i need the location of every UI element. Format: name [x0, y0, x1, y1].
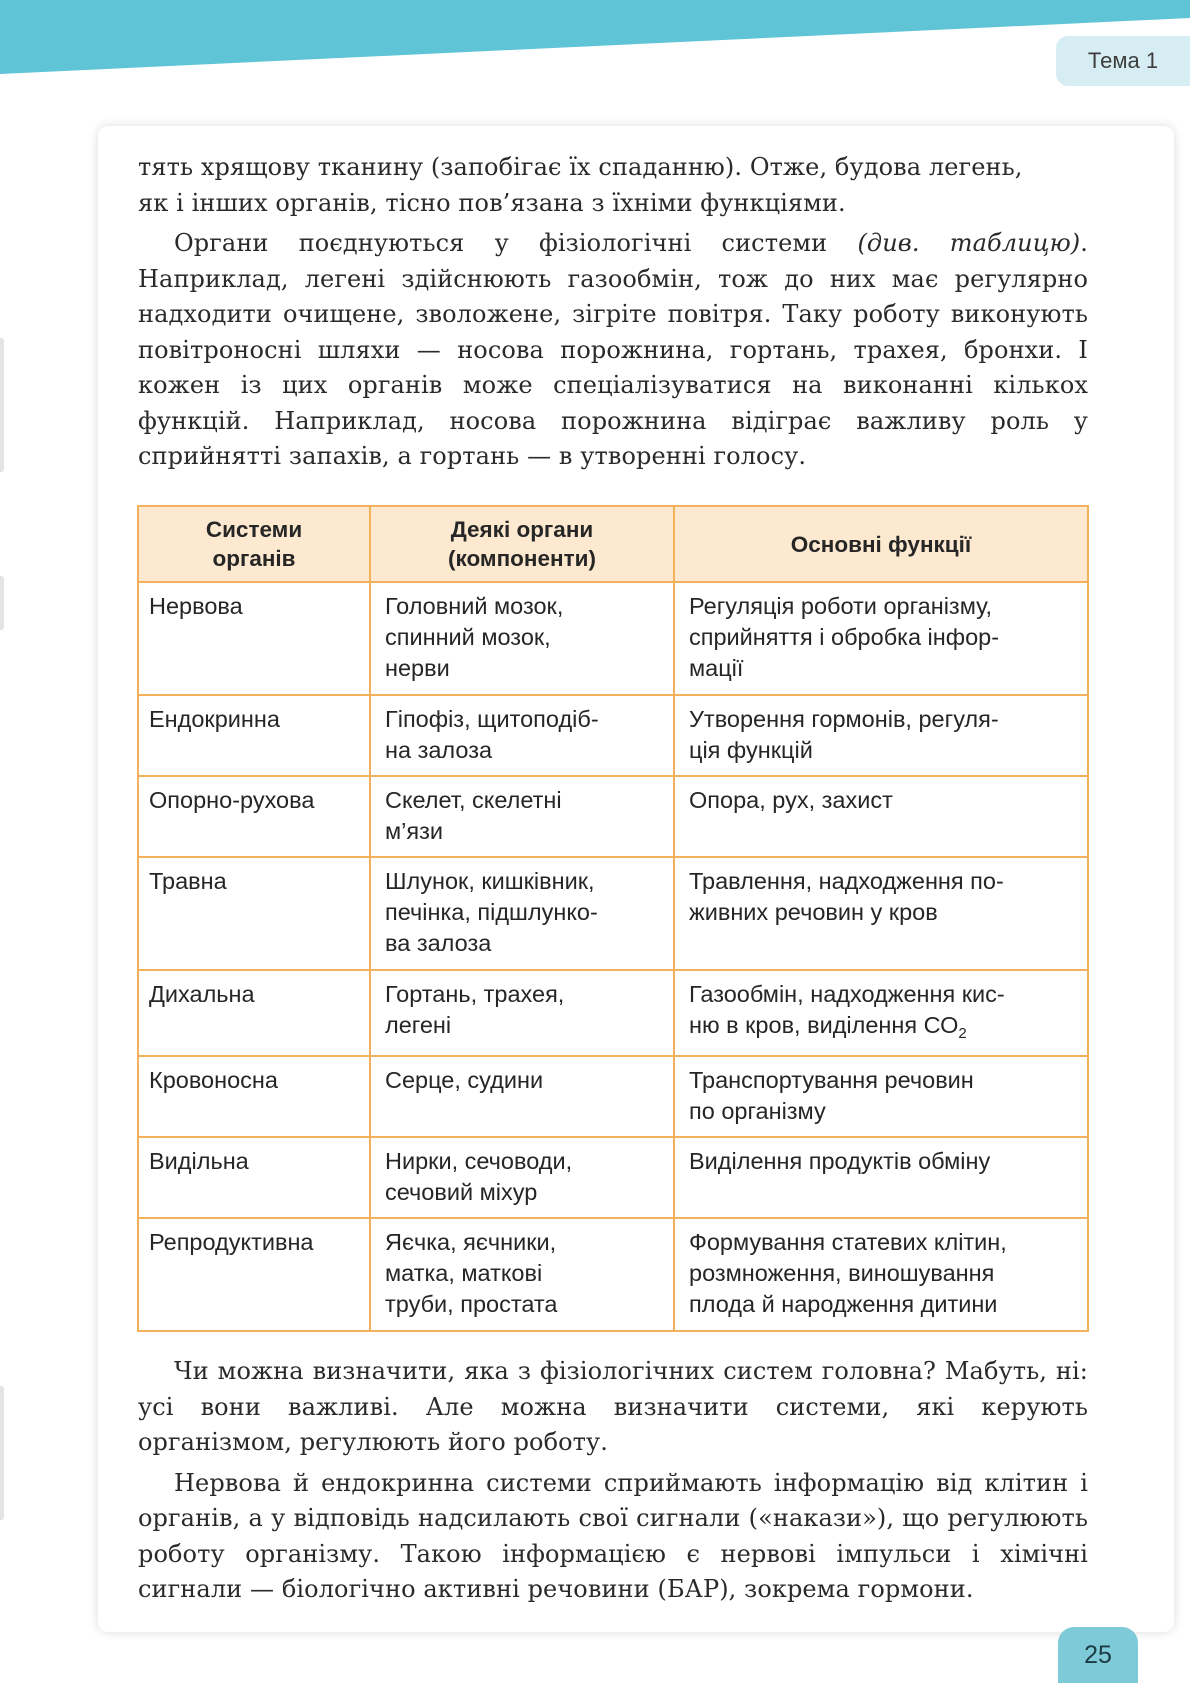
- cell-text: Травна: [149, 868, 227, 894]
- table-header-row: [138, 506, 1088, 582]
- co2-subscript: 2: [958, 1025, 967, 1042]
- cell-text: на залоза: [385, 737, 493, 763]
- header-band: [0, 0, 1190, 80]
- system-cell: [138, 857, 370, 970]
- table-row: [138, 776, 1088, 857]
- table-row: [138, 1137, 1088, 1218]
- cell-text: нерви: [385, 655, 450, 681]
- system-cell: [138, 1218, 370, 1331]
- cell-text: м’язи: [385, 818, 444, 844]
- content-card: [98, 126, 1174, 1632]
- organs-cell: [370, 970, 674, 1056]
- functions-cell: [674, 1056, 1088, 1137]
- cell-text: Шлунок, кишківник,: [385, 868, 595, 894]
- functions-cell: [674, 1218, 1088, 1331]
- header-band-shape: [0, 0, 1190, 80]
- paragraph-systems: [138, 226, 1088, 475]
- header-text: Основні функції: [790, 531, 972, 557]
- side-margin-mark: [0, 1386, 4, 1520]
- system-cell: [138, 970, 370, 1056]
- cell-text: легені: [385, 1012, 452, 1038]
- system-cell: [138, 1056, 370, 1137]
- table-row: [138, 1218, 1088, 1331]
- cell-text: Газообмін, надходження кис-: [689, 981, 1005, 1007]
- header-systems: [138, 506, 370, 582]
- cell-text: Видільна: [149, 1148, 249, 1174]
- topic-tab: [1056, 36, 1190, 86]
- cell-text: Нирки, сечоводи,: [385, 1148, 573, 1174]
- cell-text: Ендокринна: [149, 706, 280, 732]
- system-cell: [138, 776, 370, 857]
- table-row: [138, 582, 1088, 695]
- cell-text: печінка, підшлунко-: [385, 899, 598, 925]
- cell-text: Репродуктивна: [149, 1229, 314, 1255]
- cell-text: Травлення, надходження по-: [689, 868, 1004, 894]
- cell-text: Кровоносна: [149, 1067, 278, 1093]
- cell-text: Регуляція роботи організму,: [689, 593, 993, 619]
- header-text: органів: [212, 546, 296, 571]
- cell-text: Головний мозок,: [385, 593, 564, 619]
- closing-text: [138, 1354, 1088, 1608]
- page-number-tab: [1058, 1627, 1138, 1683]
- cell-text: Формування статевих клітин,: [689, 1229, 1007, 1255]
- organs-cell: [370, 776, 674, 857]
- topic-label: Тема 1: [1087, 48, 1159, 73]
- cell-text: спинний мозок,: [385, 624, 551, 650]
- functions-cell: [674, 857, 1088, 970]
- cell-text: сприйняття і обробка інфор-: [689, 624, 1000, 650]
- cell-text: Виділення продуктів обміну: [689, 1148, 991, 1174]
- cell-text: плода й народження дитини: [689, 1291, 998, 1317]
- cell-text: по організму: [689, 1098, 826, 1124]
- functions-cell: [674, 582, 1088, 695]
- organ-systems-table: [137, 505, 1089, 1332]
- paragraph-text: Органи поєднуються у фізіологічні системи: [174, 229, 858, 257]
- functions-cell: [674, 970, 1088, 1056]
- cell-text: Серце, судини: [385, 1067, 544, 1093]
- cell-text: Дихальна: [149, 981, 255, 1007]
- cell-text: живних речовин у кров: [689, 899, 938, 925]
- paragraph-regulation: Нервова й ендокринна системи сприймають інформацію від клітин і органів, а у відповідь надсилають свої сигнали («накази»), що регулюють роботу організму. Такою інформацією є нервові імпульси і хімічні сигнали — біологічно активні речовини (БАР), зокрема гормони.: [138, 1468, 1088, 1603]
- header-text: (компоненти): [448, 546, 596, 571]
- header-functions: [674, 506, 1088, 582]
- table-reference: (див. таблицю): [857, 229, 1081, 257]
- cell-text: матка, маткові: [385, 1260, 543, 1286]
- cell-text: Гортань, трахея,: [385, 981, 565, 1007]
- table-row: [138, 857, 1088, 970]
- table-row: [138, 970, 1088, 1056]
- cell-text: розмноження, виношування: [689, 1260, 995, 1286]
- cell-text: Гіпофіз, щитоподіб-: [385, 706, 599, 732]
- cell-text: Утворення гормонів, регуля-: [689, 706, 999, 732]
- cell-text: Яєчка, яєчники,: [385, 1229, 557, 1255]
- system-cell: [138, 582, 370, 695]
- paragraph-line: тять хрящову тканину (запобігає їх спаданню). Отже, будова легень,: [138, 153, 1023, 181]
- cell-text: ція функцій: [689, 737, 813, 763]
- cell-text: Транспортування речовин: [689, 1067, 974, 1093]
- organs-cell: [370, 695, 674, 776]
- organs-cell: [370, 1056, 674, 1137]
- paragraph-line: як і інших органів, тісно пов’язана з їхніми функціями.: [138, 188, 846, 217]
- paragraph-text: . Наприклад, легені здійснюють газообмін, тож до них має регулярно надходити очищене, зволожене, зігріте повітря. Таку роботу виконують повітроносні шляхи — носова порожнина, гортань, трахея, бронхи. І кожен із цих органів може спеціалізуватися на виконанні кількох функцій. Наприклад, носова порожнина відіграє важливу роль у сприйнятті запахів, а гортань — в утворенні голосу.: [138, 229, 1088, 470]
- cell-text: ва залоза: [385, 930, 492, 956]
- side-margin-mark: [0, 576, 4, 630]
- paragraph-question: Чи можна визначити, яка з фізіологічних систем головна? Мабуть, ні: усі вони важливі. Але можна визначити системи, які керують організмом, регулюють його роботу.: [138, 1357, 1088, 1456]
- cell-text: мації: [689, 655, 744, 681]
- organs-cell: [370, 857, 674, 970]
- cell-text: труби, простата: [385, 1291, 558, 1317]
- cell-text: Скелет, скелетні: [385, 787, 562, 813]
- header-text: Деякі органи: [450, 517, 594, 542]
- functions-cell: [674, 776, 1088, 857]
- system-cell: [138, 1137, 370, 1218]
- cell-text: сечовий міхур: [385, 1179, 538, 1205]
- organs-cell: [370, 1137, 674, 1218]
- page-number: 25: [1084, 1640, 1112, 1669]
- header-organs: [370, 506, 674, 582]
- functions-cell: [674, 1137, 1088, 1218]
- functions-cell: [674, 695, 1088, 776]
- organs-cell: [370, 582, 674, 695]
- organs-cell: [370, 1218, 674, 1331]
- cell-text: Опорно-рухова: [149, 787, 315, 813]
- header-text: Системи: [205, 517, 303, 542]
- system-cell: [138, 695, 370, 776]
- table-row: [138, 695, 1088, 776]
- cell-text: ню в кров, виділення СО: [689, 1012, 959, 1038]
- paragraph-continued: [138, 150, 1088, 221]
- table-row: [138, 1056, 1088, 1137]
- intro-text: [138, 150, 1088, 475]
- cell-text: Нервова: [149, 593, 243, 619]
- side-margin-mark: [0, 338, 4, 472]
- cell-text: Опора, рух, захист: [689, 787, 893, 813]
